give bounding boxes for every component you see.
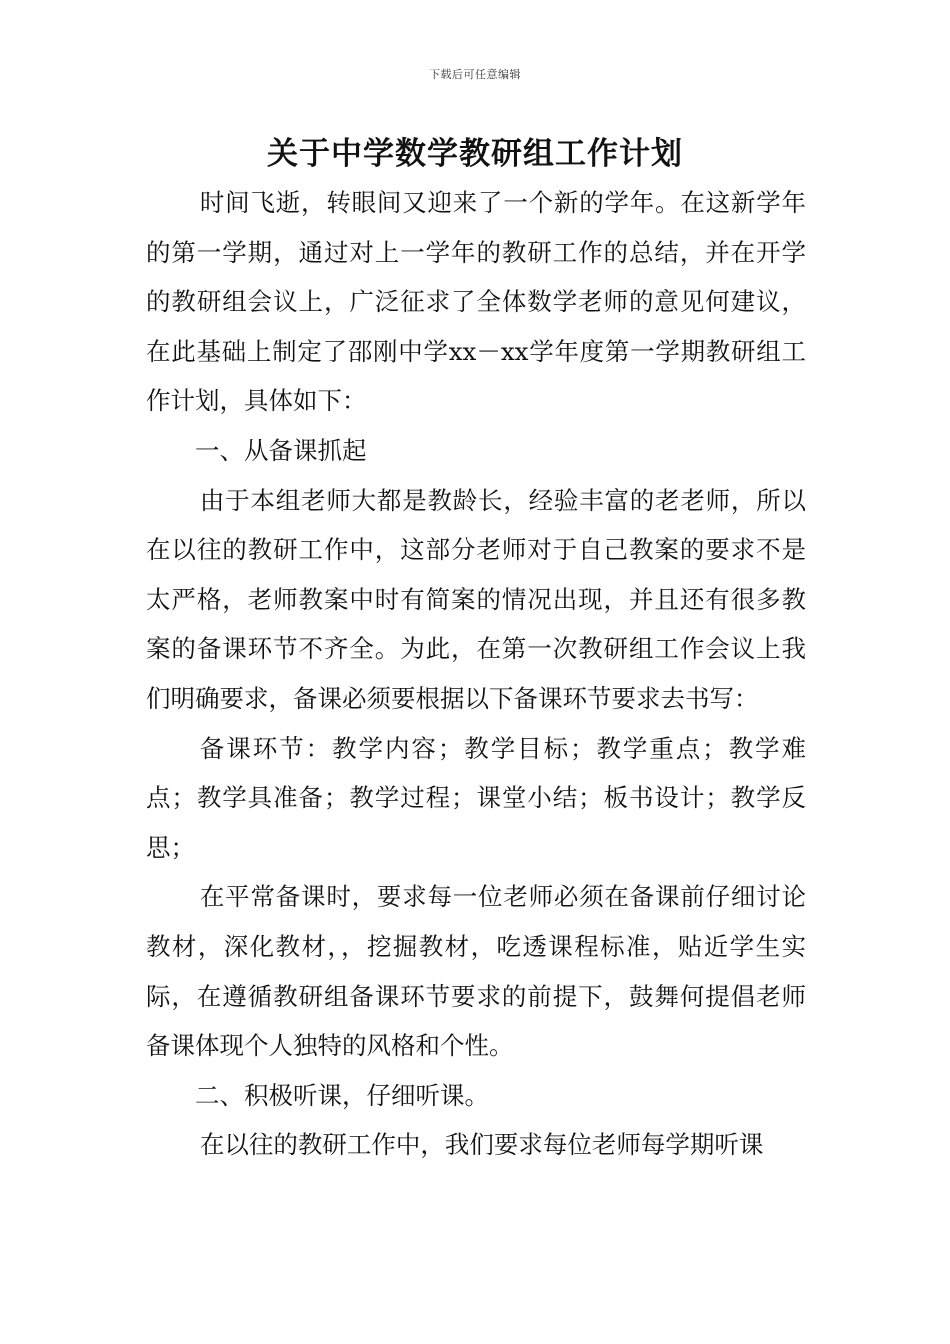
paragraph-lesson-prep: 由于本组老师大都是教龄长，经验丰富的老老师，所以在以往的教研工作中，这部分老师对于自己教案的要求不是太严格，老师教案中时有简案的情况出现，并且还有很多教案的备课环节不齐全。为此，在第一次教研组工作会议上我们明确要求，备课必须要根据以下备课环节要求去书写： <box>146 485 806 713</box>
section-heading-2: 二、积极听课，仔细听课。 <box>195 1080 489 1110</box>
paragraph-intro: 时间飞逝，转眼间又迎来了一个新的学年。在这新学年的第一学期，通过对上一学年的教研工作的总结，并在开学的教研组会议上，广泛征求了全体数学老师的意见何建议，在此基础上制定了邵刚中学xx－xx学年度第一学期教研组工作计划，具体如下： <box>146 188 806 416</box>
paragraph-prep-requirements: 在平常备课时，要求每一位老师必须在备课前仔细讨论教材，深化教材，，挖掘教材，吃透课程标准，贴近学生实际，在遵循教研组备课环节要求的前提下，鼓舞何提倡老师备课体现个人独特的风格和个性。 <box>146 882 806 1061</box>
paragraph-prep-steps: 备课环节：教学内容；教学目标；教学重点；教学难点；教学具准备；教学过程；课堂小结；板书设计；教学反思； <box>146 733 806 862</box>
section-heading-1: 一、从备课抓起 <box>195 435 367 465</box>
document-title: 关于中学数学教研组工作计划 <box>267 136 683 172</box>
header-note: 下载后可任意编辑 <box>429 68 521 81</box>
document-body <box>146 178 806 1170</box>
paragraph-lesson-observation: 在以往的教研工作中，我们要求每位老师每学期听课 <box>199 1130 764 1160</box>
